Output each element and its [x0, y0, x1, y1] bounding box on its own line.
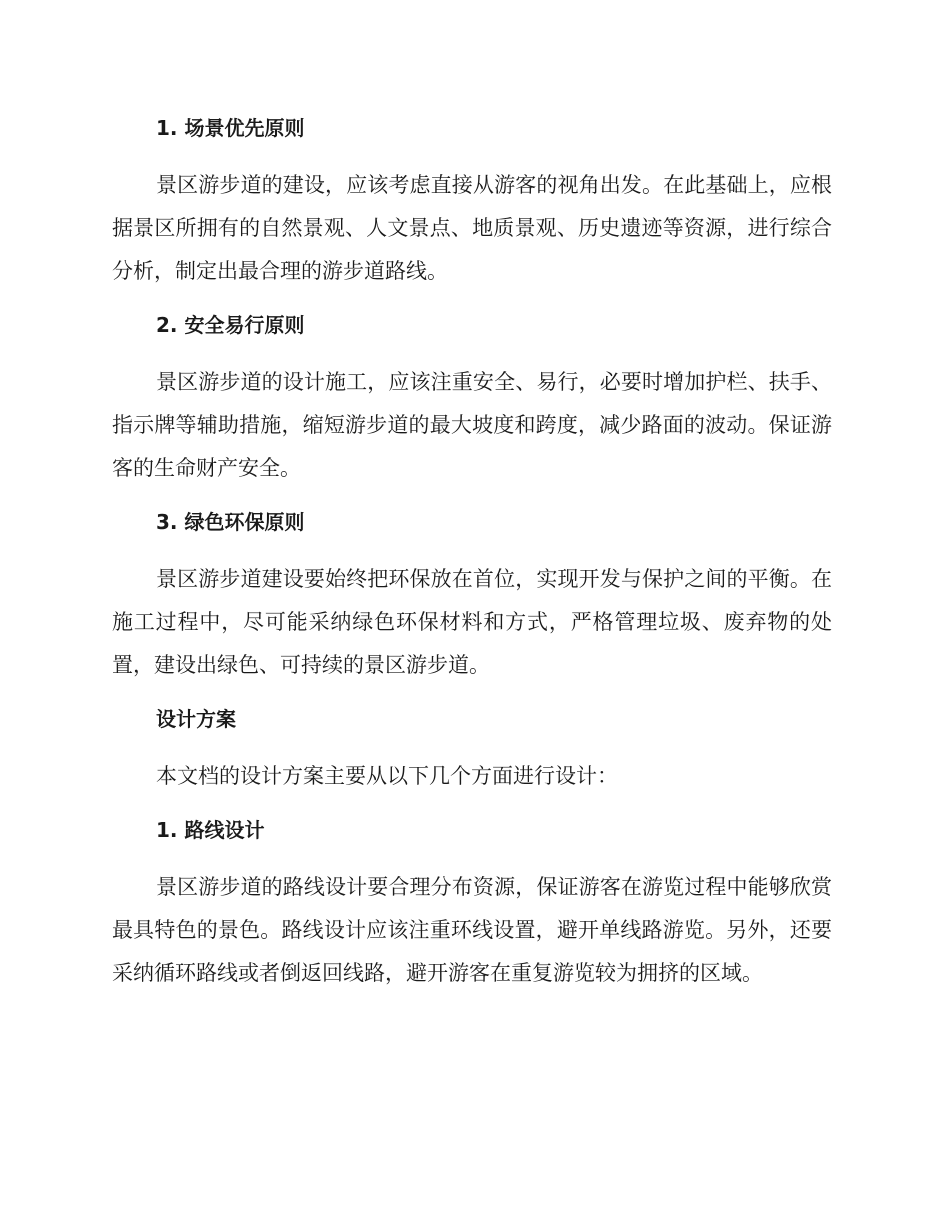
section-paragraph: 景区游步道的路线设计要合理分布资源，保证游客在游览过程中能够欣赏最具特色的景色。路线设计应该注重环线设置，避开单线路游览。另外，还要采纳循环路线或者倒返回线路，避开游客在重复游览较为拥挤的区域。 — [112, 875, 832, 985]
section-heading: 1. 路线设计 — [156, 818, 265, 842]
section-heading: 2. 安全易行原则 — [156, 313, 305, 337]
section-paragraph: 景区游步道的建设，应该考虑直接从游客的视角出发。在此基础上，应根据景区所拥有的自然景观、人文景点、地质景观、历史遗迹等资源，进行综合分析，制定出最合理的游步道路线。 — [112, 173, 832, 283]
section-paragraph: 本文档的设计方案主要从以下几个方面进行设计： — [156, 764, 618, 788]
section-paragraph: 景区游步道的设计施工，应该注重安全、易行，必要时增加护栏、扶手、指示牌等辅助措施，缩短游步道的最大坡度和跨度，减少路面的波动。保证游客的生命财产安全。 — [112, 370, 832, 480]
section-heading: 1. 场景优先原则 — [156, 116, 305, 140]
document-page — [112, 110, 832, 995]
section-paragraph: 景区游步道建设要始终把环保放在首位，实现开发与保护之间的平衡。在施工过程中，尽可能采纳绿色环保材料和方式，严格管理垃圾、废弃物的处置，建设出绿色、可持续的景区游步道。 — [112, 567, 832, 677]
section-heading: 设计方案 — [156, 707, 236, 731]
section-heading: 3. 绿色环保原则 — [156, 510, 305, 534]
